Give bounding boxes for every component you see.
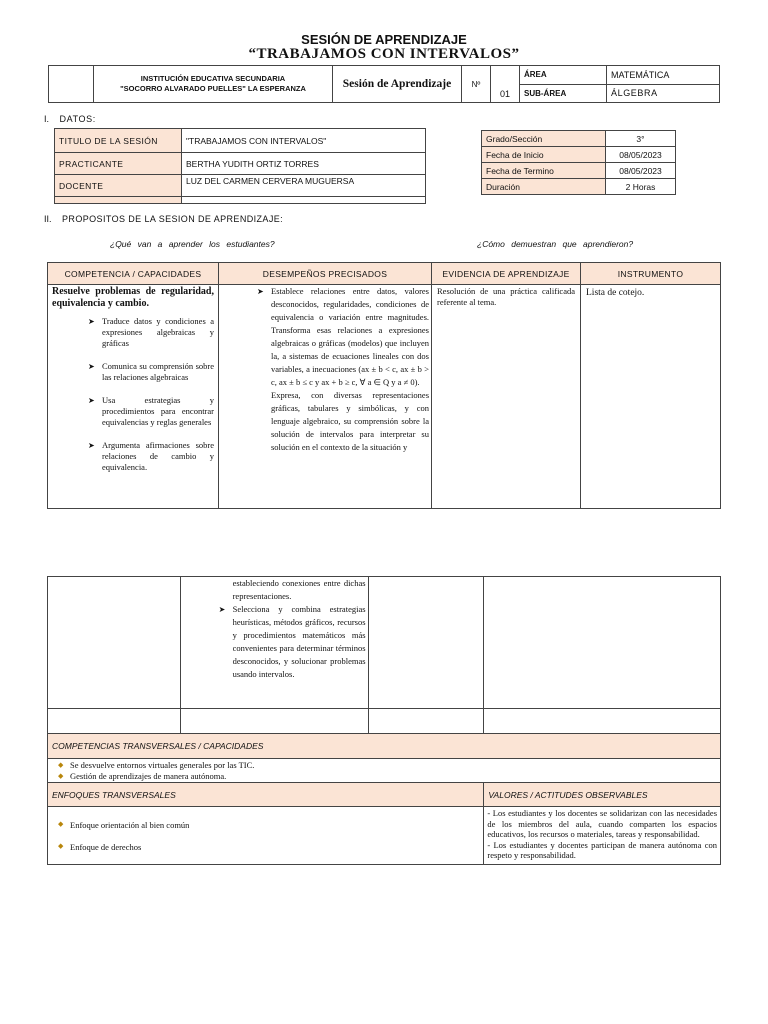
valores-heading: VALORES / ACTITUDES OBSERVABLES (484, 783, 721, 807)
subarea-label: SUB-ÁREA (520, 84, 607, 103)
desempenos-list (271, 285, 429, 467)
valor-item: - Los estudiantes y docentes participan de manera autónoma con respeto y responsabilidad. (487, 839, 717, 860)
datos-label-titulo: TITULO DE LA SESIÓN (55, 129, 182, 153)
header-table (48, 65, 720, 103)
transversales-list (70, 760, 716, 782)
section2-heading (44, 214, 283, 224)
propositos-table (47, 262, 721, 509)
enfoques-list (70, 820, 479, 852)
desempeno-item: ➤ Expresa, con diversas representaciones gráficas, tabulares y simbólicas, y con lenguaje algebraico, su comprensión sobre la solución de intervalos para interpretar su solución en el contexto de la situación y (271, 389, 429, 467)
competencia-cell-cont (48, 577, 181, 709)
transversales-cell (48, 759, 721, 783)
institution-line2: "SOCORRO ALVARADO PUELLES" LA ESPERANZA (120, 84, 306, 93)
transversales-heading: COMPETENCIAS TRANSVERSALES / CAPACIDADES (48, 734, 721, 759)
competencia-cell (48, 285, 219, 509)
empty-cell (48, 709, 181, 734)
empty-cell (368, 709, 484, 734)
desempenos-cell-cont (180, 577, 368, 709)
number-value: 01 (491, 66, 520, 103)
question-aprender: ¿Qué van a aprender los estudiantes? (110, 239, 275, 249)
section1-number: I. (44, 114, 50, 124)
section1-title: DATOS: (59, 114, 96, 124)
fecha-inicio-value: 08/05/2023 (606, 147, 676, 163)
capacidad-item: ➤ Traduce datos y condiciones a expresiones algebraicas y gráficas (102, 316, 214, 349)
empty-cell (180, 709, 368, 734)
datos-empty-value (182, 197, 426, 204)
evidencia-cell-cont (368, 577, 484, 709)
transversal-item: ◆ Gestión de aprendizajes de manera autónoma. (70, 771, 716, 782)
section2-title: PROPOSITOS DE LA SESION DE APRENDIZAJE: (62, 214, 284, 224)
datos-value-practicante: BERTHA YUDITH ORTIZ TORRES (182, 153, 426, 175)
datos-label-docente: DOCENTE (55, 175, 182, 197)
question-demuestran: ¿Cómo demuestran que aprendieron? (477, 239, 634, 249)
valor-item: - Los estudiantes y los docentes se solidarizan con las necesidades de los miembros del aula, cuando comparten los espacios educativos, los recursos o materiales, tareas y responsabilidad. (487, 808, 717, 839)
datos-table (54, 128, 426, 204)
enfoque-item: ◆ Enfoque de derechos (70, 842, 479, 852)
col-evidencia: EVIDENCIA DE APRENDIZAJE (432, 263, 581, 285)
desempeno-item: ➤ Establece relaciones entre datos, valores desconocidos, regularidades, condiciones de equivalencia o variación entre magnitudes. Transforma esas relaciones a expresiones algebraicas o gráficas (modelos) que incluyen la, a sistemas de ecuaciones lineales con dos variables, a inecuaciones (ax ± b < c, ax ± b > c, ax ± b ≤ c y ax + b ≥ c, ∀ a ∈ Q y a ≠ 0). (271, 285, 429, 389)
session-label: Sesión de Aprendizaje (333, 66, 462, 103)
empty-cell (484, 709, 721, 734)
valores-cell (484, 807, 721, 865)
capacidad-item: ➤ Usa estrategias y procedimientos para encontrar equivalencias y reglas generales (102, 395, 214, 428)
capacidad-item: ➤ Argumenta afirmaciones sobre relaciones de cambio y equivalencia. (102, 440, 214, 473)
duracion-value: 2 Horas (606, 179, 676, 195)
desempenos-list-cont (233, 603, 366, 681)
document-title-line1: SESIÓN DE APRENDIZAJE (301, 32, 467, 47)
grado-table (481, 130, 676, 195)
datos-value-titulo: "TRABAJAMOS CON INTERVALOS" (182, 129, 426, 153)
logo-cell (49, 66, 94, 103)
enfoques-heading: ENFOQUES TRANSVERSALES (48, 783, 484, 807)
number-label: Nº (462, 66, 491, 103)
desempenos-cell (219, 285, 432, 509)
institution-line1: INSTITUCIÓN EDUCATIVA SECUNDARIA (140, 74, 286, 83)
competencia-title: Resuelve problemas de regularidad, equivalencia y cambio. (52, 286, 214, 309)
fecha-termino-label: Fecha de Termino (482, 163, 606, 179)
instrumento-cell-cont (484, 577, 721, 709)
desempeno-item: ➤ Selecciona y combina estrategias heurísticas, métodos gráficos, recursos y procedimientos matemáticos más convenientes para determinar términos desconocidos, y solucionar problemas usando intervalos. (233, 603, 366, 681)
section2-number: II. (44, 214, 52, 224)
section1-heading (44, 114, 96, 124)
capacidad-item: ➤ Comunica su comprensión sobre las relaciones algebraicas (102, 361, 214, 383)
enfoques-cell (48, 807, 484, 865)
col-instrumento: INSTRUMENTO (581, 263, 721, 285)
instrumento-cell: Lista de cotejo. (581, 285, 721, 509)
datos-label-practicante: PRACTICANTE (55, 153, 182, 175)
datos-value-docente: LUZ DEL CARMEN CERVERA MUGUERSA (182, 175, 426, 197)
subarea-value: ÁLGEBRA (607, 84, 720, 103)
grado-value: 3° (606, 131, 676, 147)
col-competencia: COMPETENCIA / CAPACIDADES (48, 263, 219, 285)
fecha-inicio-label: Fecha de Inicio (482, 147, 606, 163)
enfoque-item: ◆ Enfoque orientación al bien común (70, 820, 479, 830)
capacidades-list (102, 316, 214, 473)
datos-empty-label (55, 197, 182, 204)
institution-cell (94, 66, 333, 103)
grado-label: Grado/Sección (482, 131, 606, 147)
propositos-table-continued (47, 576, 721, 865)
duracion-label: Duración (482, 179, 606, 195)
area-label: ÁREA (520, 66, 607, 85)
transversal-item: ◆ Se desvuelve entornos virtuales generales por las TIC. (70, 760, 716, 771)
document-title-line2: “TRABAJAMOS CON INTERVALOS” (248, 46, 520, 62)
col-desempenos: DESEMPEÑOS PRECISADOS (219, 263, 432, 285)
desempeno-item-cont: estableciendo conexiones entre dichas representaciones. (232, 578, 366, 601)
fecha-termino-value: 08/05/2023 (606, 163, 676, 179)
area-value: MATEMÁTICA (607, 66, 720, 85)
evidencia-cell: Resolución de una práctica calificada referente al tema. (432, 285, 581, 509)
